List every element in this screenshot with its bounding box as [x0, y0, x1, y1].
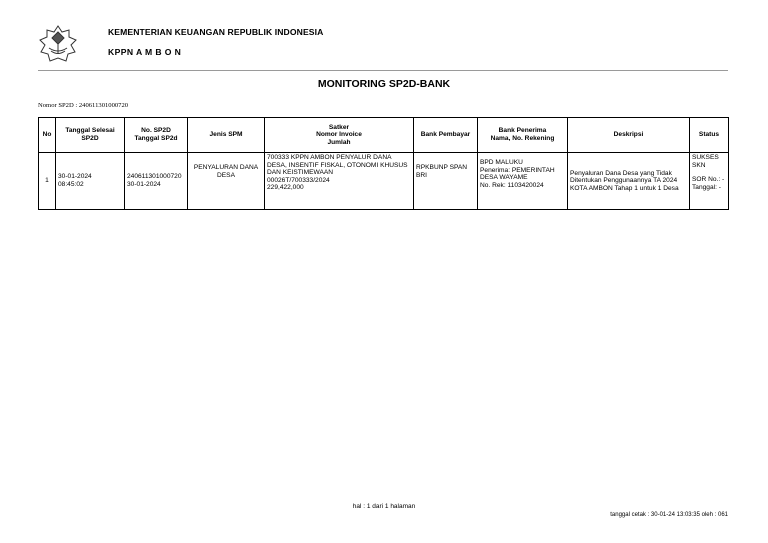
col-header-bank-penerima	[478, 118, 568, 153]
status-result: SUKSES	[692, 154, 719, 161]
cell-no-sp2d	[125, 153, 188, 210]
table-header-row	[39, 118, 729, 153]
cell-status	[690, 153, 729, 210]
cell-satker	[265, 153, 414, 210]
col-header-no-sp2d	[125, 118, 188, 153]
cell-deskripsi: Penyaluran Dana Desa yang Tidak Ditentukan Penggunaannya TA 2024 KOTA AMBON Tahap 1 untuk 1 Desa	[568, 153, 690, 210]
cell-bank-penerima-bank: BPD MALUKU	[480, 159, 523, 166]
col-header-bank-penerima-line1: Bank Penerima	[498, 127, 547, 135]
cell-invoice: 00026T/700333/2024	[267, 176, 330, 184]
col-header-jenis-spm: Jenis SPM	[188, 118, 265, 153]
table-row	[39, 153, 729, 210]
sp2d-number-label: Nomor SP2D :	[38, 102, 79, 109]
col-header-no-sp2d-line2: Tanggal SP2d	[134, 135, 178, 142]
col-header-satker-line2: Nomor Invoice	[316, 131, 362, 139]
status-date: Tanggal: -	[692, 183, 721, 191]
office-name: KPPN A M B O N	[108, 47, 182, 57]
col-header-tanggal-line2: SP2D	[81, 135, 99, 142]
col-header-tanggal	[56, 118, 125, 153]
col-header-deskripsi: Deskripsi	[568, 118, 690, 153]
col-header-tanggal-line1: Tanggal Selesai	[65, 127, 115, 135]
sp2d-table	[38, 117, 729, 210]
col-header-satker-line3: Jumlah	[327, 138, 351, 146]
cell-tanggal-time: 08:45:02	[58, 181, 84, 188]
cell-tanggal-date: 30-01-2024	[58, 173, 92, 181]
col-header-no-sp2d-line1: No. SP2D	[141, 127, 171, 135]
col-header-satker	[265, 118, 414, 153]
ministry-emblem-icon	[38, 24, 78, 64]
ministry-name: KEMENTERIAN KEUANGAN REPUBLIK INDONESIA	[108, 27, 324, 37]
col-header-bank-penerima-line2: Nama, No. Rekening	[490, 135, 555, 142]
cell-bank-penerima-name: Penerima: PEMERINTAH DESA WAYAME	[480, 166, 555, 182]
col-header-satker-line1: Satker	[328, 123, 350, 131]
cell-no: 1	[39, 153, 56, 210]
cell-no-sp2d-number: 240611301000720	[127, 173, 182, 181]
cell-satker-name: 700333 KPPN AMBON PENYALUR DANA DESA, INSENTIF FISKAL, OTONOMI KHUSUS DAN KEISTIMEWAAN	[267, 154, 408, 177]
sp2d-number-value: 240611301000720	[78, 102, 129, 109]
col-header-no: No	[39, 118, 56, 153]
header-divider	[38, 70, 728, 71]
col-header-status: Status	[690, 118, 729, 153]
report-title: MONITORING SP2D-BANK	[317, 78, 451, 90]
page-number: hal : 1 dari 1 halaman	[352, 503, 416, 510]
cell-bank-penerima-account: No. Rek: 1103420024	[480, 181, 544, 189]
cell-jenis-spm: PENYALURAN DANA DESA	[188, 153, 265, 210]
status-sor-number: SOR No.: -	[692, 176, 725, 184]
print-timestamp: tanggal cetak : 30-01-24 13:03:35 oleh : 061	[610, 512, 728, 518]
cell-no-sp2d-date: 30-01-2024	[127, 181, 161, 188]
cell-tanggal	[56, 153, 125, 210]
cell-bank-pembayar: RPKBUNP SPAN BRI	[414, 153, 478, 210]
cell-bank-penerima	[478, 153, 568, 210]
sp2d-number-line	[38, 102, 128, 109]
col-header-bank-pembayar: Bank Pembayar	[414, 118, 478, 153]
cell-jumlah: 229,422,000	[267, 184, 304, 192]
status-channel: SKN	[692, 161, 706, 169]
